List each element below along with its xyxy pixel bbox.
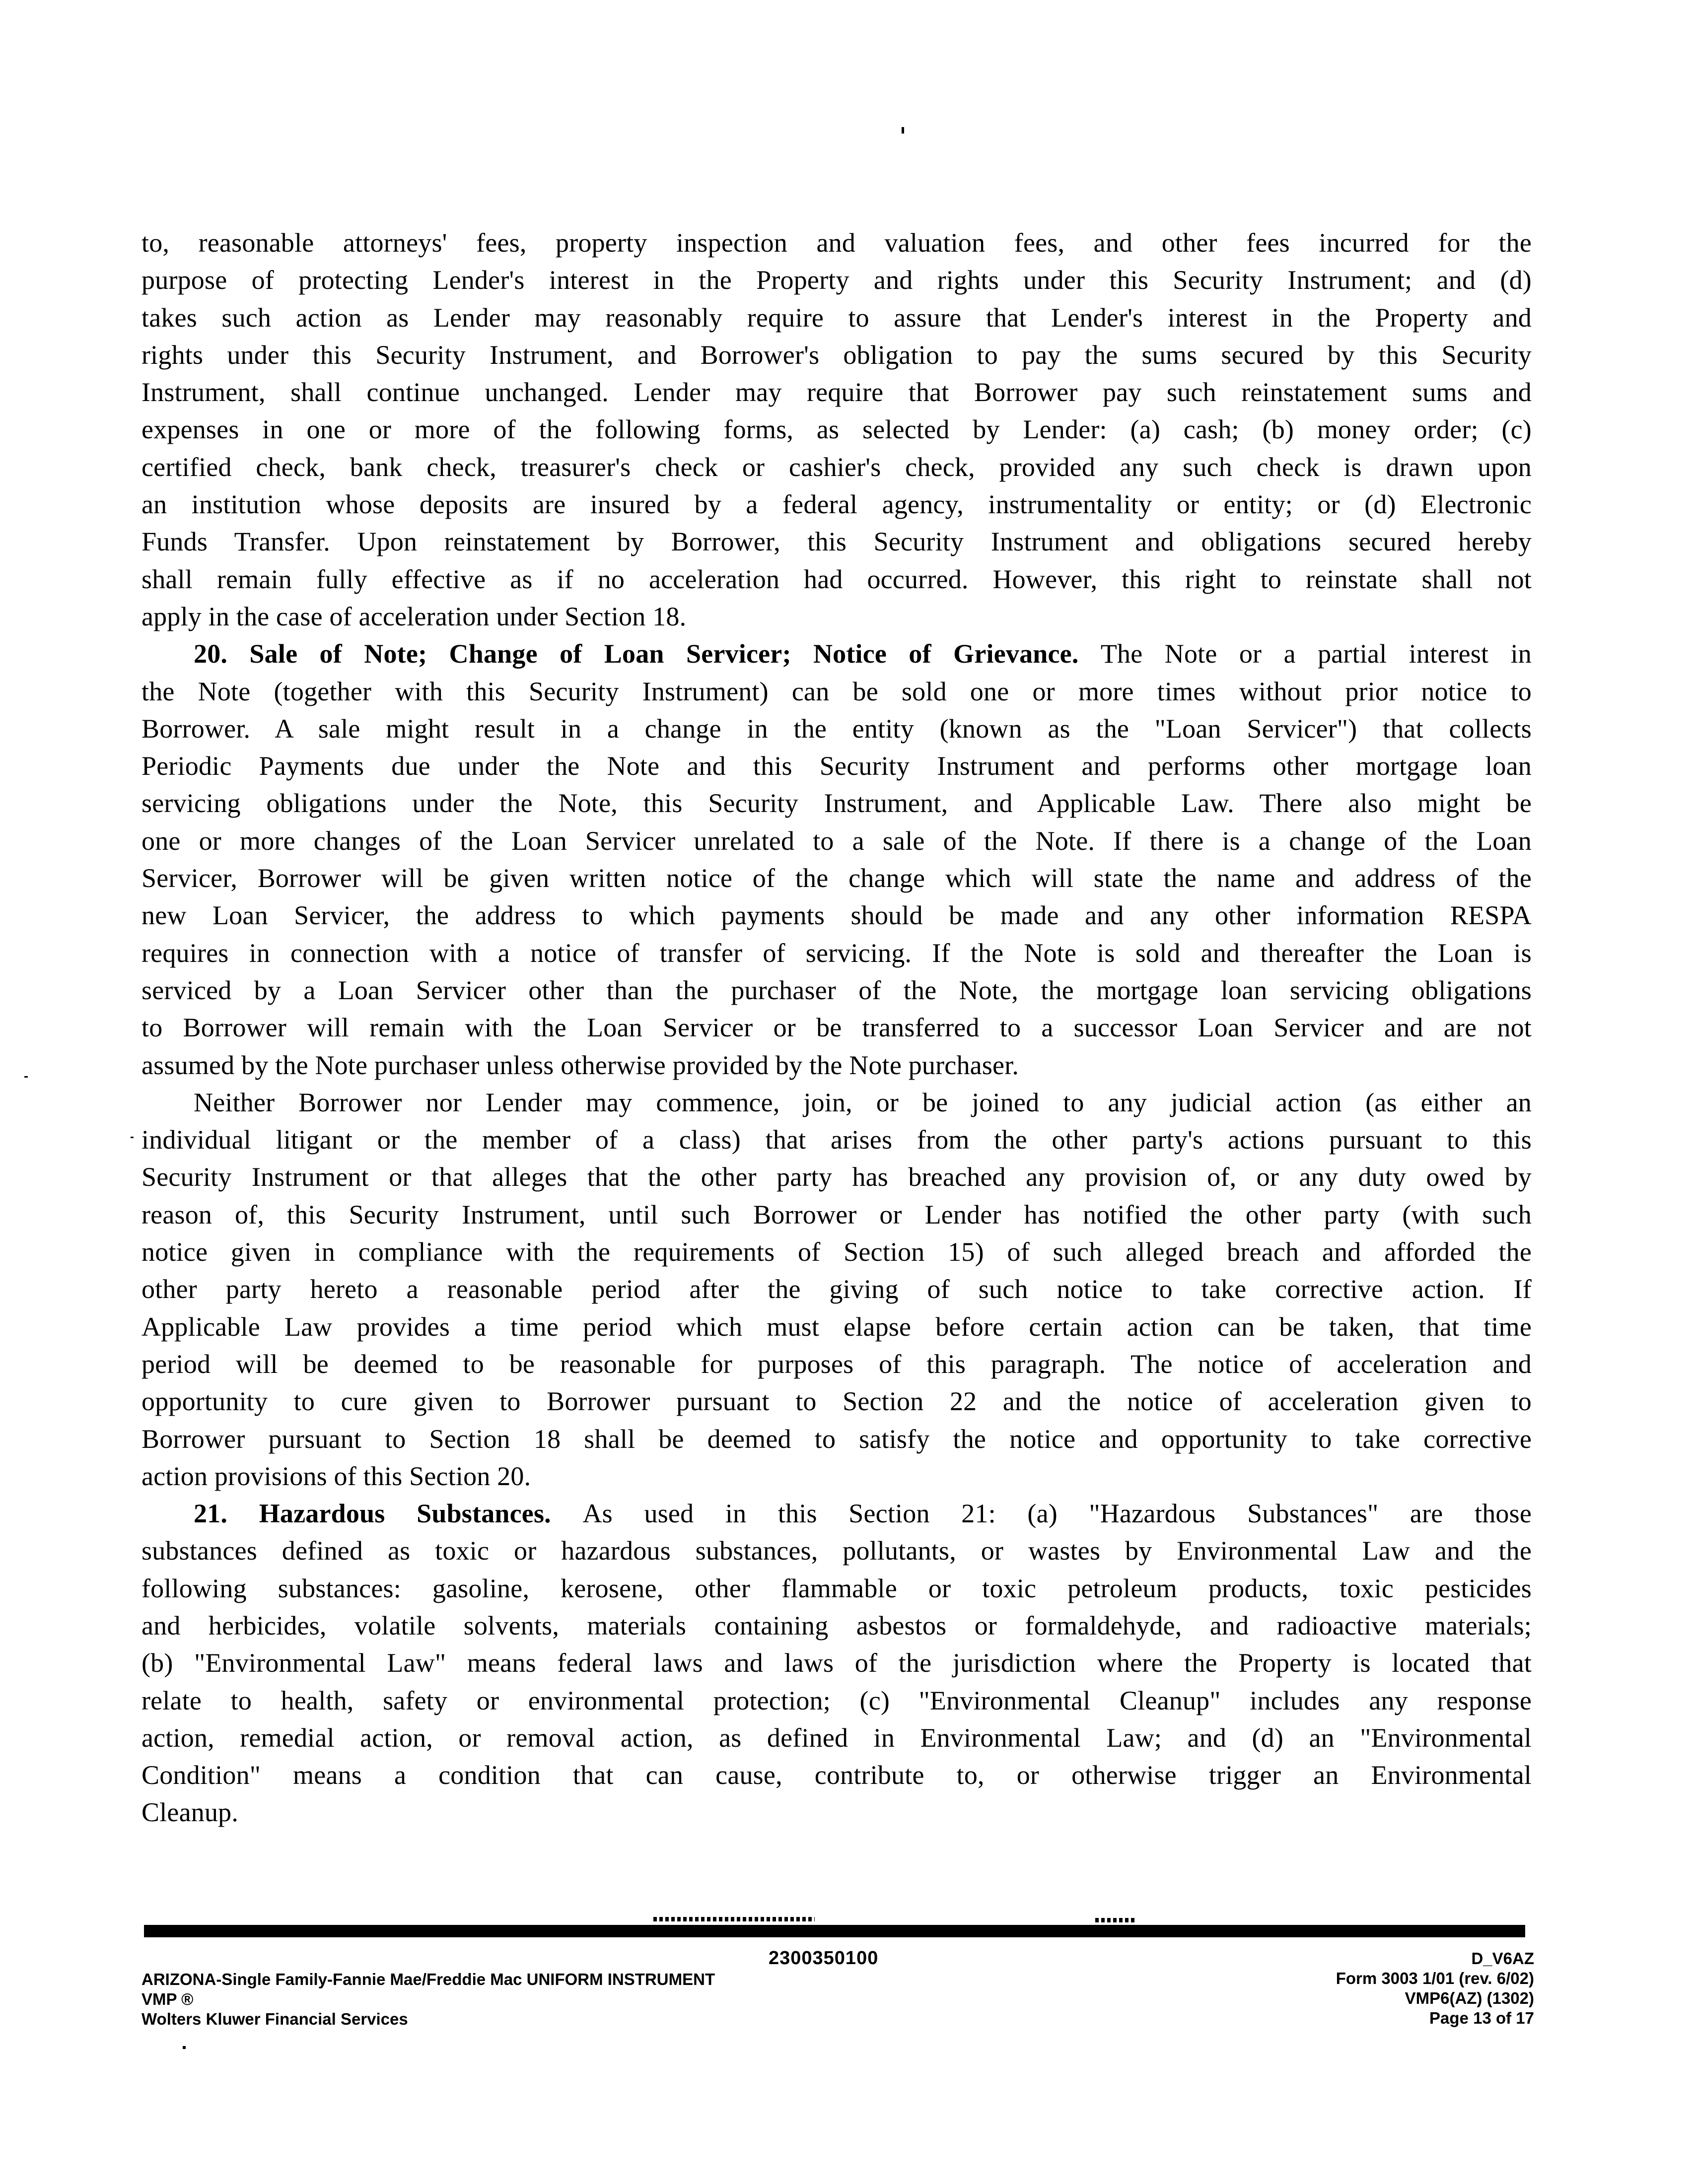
text-line: Borrower. A sale might result in a change in the entity (known as the "Loan Servicer") that collects [141, 713, 1532, 744]
text-line: Funds Transfer. Upon reinstatement by Borrower, this Security Instrument and obligations secured hereby [141, 527, 1532, 557]
text-line: opportunity to cure given to Borrower pursuant to Section 22 and the notice of acceleration given to [141, 1386, 1532, 1417]
text-line: shall remain fully effective as if no acceleration had occurred. However, this right to reinstate shall not [141, 564, 1532, 594]
scan-artifact [902, 127, 904, 134]
footer-form-line: Form 3003 1/01 (rev. 6/02) [1336, 1969, 1534, 1987]
text-line: 21. Hazardous Substances. As used in this Section 21: (a) "Hazardous Substances" are those [194, 1499, 1532, 1529]
text-line: reason of, this Security Instrument, until such Borrower or Lender has notified the other party (with such [141, 1199, 1532, 1229]
text-line: (b) "Environmental Law" means federal laws and laws of the jurisdiction where the Property is located that [141, 1648, 1532, 1678]
footer-left-block [141, 1970, 715, 2029]
footer-vmp-line: VMP ® [141, 1990, 194, 2008]
text-line: Borrower pursuant to Section 18 shall be deemed to satisfy the notice and opportunity to take corrective [141, 1424, 1532, 1454]
scan-artifact [24, 1076, 28, 1078]
footer-page-line: Page 13 of 17 [1429, 2009, 1534, 2027]
footer-doc-code: D_V6AZ [1471, 1949, 1534, 1968]
text-line: to Borrower will remain with the Loan Servicer or be transferred to a successor Loan Servicer and are not [141, 1013, 1532, 1043]
text-line: serviced by a Loan Servicer other than the purchaser of the Note, the mortgage loan servicing obligations [141, 975, 1532, 1005]
text-line: takes such action as Lender may reasonably require to assure that Lender's interest in the Property and [141, 302, 1532, 333]
text-line: action provisions of this Section 20. [141, 1461, 531, 1491]
scan-smudge [653, 1917, 815, 1921]
text-line: Applicable Law provides a time period which must elapse before certain action can be taken, that time [141, 1311, 1532, 1342]
text-line: an institution whose deposits are insured by a federal agency, instrumentality or entity; or (d) Electronic [141, 489, 1532, 520]
loan-number: 2300350100 [769, 1948, 879, 1969]
text-line: relate to health, safety or environmental protection; (c) "Environmental Cleanup" includes any response [141, 1685, 1532, 1715]
text-line: following substances: gasoline, kerosene, other flammable or toxic petroleum products, toxic pesticides [141, 1573, 1532, 1603]
text-line: servicing obligations under the Note, this Security Instrument, and Applicable Law. There also might be [141, 788, 1532, 819]
document-body [141, 224, 1532, 1832]
text-line: purpose of protecting Lender's interest in the Property and rights under this Security Instrument; and (d) [141, 265, 1532, 295]
text-line: Periodic Payments due under the Note and this Security Instrument and performs other mortgage loan [141, 751, 1532, 781]
text-line: other party hereto a reasonable period after the giving of such notice to take corrective action. If [141, 1274, 1532, 1304]
text-line: Servicer, Borrower will be given written notice of the change which will state the name and address of the [141, 863, 1532, 893]
text-line: to, reasonable attorneys' fees, property inspection and valuation fees, and other fees incurred for the [141, 228, 1532, 258]
text-line: Cleanup. [141, 1797, 239, 1828]
text-line: notice given in compliance with the requirements of Section 15) of such alleged breach and afforded the [141, 1237, 1532, 1267]
text-line: individual litigant or the member of a class) that arises from the other party's actions pursuant to this [141, 1125, 1532, 1155]
section-heading: 21. Hazardous Substances. [194, 1499, 583, 1529]
text-line: action, remedial action, or removal action, as defined in Environmental Law; and (d) an "Environmental [141, 1722, 1532, 1753]
text-line: period will be deemed to be reasonable for purposes of this paragraph. The notice of acceleration and [141, 1349, 1532, 1379]
text-line: Security Instrument or that alleges that the other party has breached any provision of, or any duty owed by [141, 1162, 1532, 1192]
text-line: substances defined as toxic or hazardous substances, pollutants, or wastes by Environmental Law and the [141, 1536, 1532, 1566]
text-line: apply in the case of acceleration under Section 18. [141, 601, 687, 631]
footer-instrument-line: ARIZONA-Single Family-Fannie Mae/Freddie Mac UNIFORM INSTRUMENT [141, 1970, 715, 1988]
text-line: 20. Sale of Note; Change of Loan Servicer; Notice of Grievance. The Note or a partial interest in [194, 639, 1532, 669]
text-line: requires in connection with a notice of transfer of servicing. If the Note is sold and thereafter the Loan is [141, 938, 1532, 968]
text-line: and herbicides, volatile solvents, materials containing asbestos or formaldehyde, and radioactive materials; [141, 1610, 1532, 1640]
footer-wolters-line: Wolters Kluwer Financial Services [141, 2010, 408, 2028]
separator-bar [144, 1925, 1525, 1937]
footer-right-block [1336, 1949, 1534, 2028]
text-line: Condition" means a condition that can cause, contribute to, or otherwise trigger an Environmental [141, 1760, 1532, 1790]
text-line: the Note (together with this Security Instrument) can be sold one or more times without prior notice to [141, 676, 1532, 706]
text-line: one or more changes of the Loan Servicer unrelated to a sale of the Note. If there is a change of the Loan [141, 825, 1532, 856]
text-line: expenses in one or more of the following forms, as selected by Lender: (a) cash; (b) money order; (c) [141, 414, 1532, 445]
footer-vmp-form-line: VMP6(AZ) (1302) [1405, 1989, 1534, 2007]
section-heading: 20. Sale of Note; Change of Loan Servicer; Notice of Grievance. [194, 639, 1101, 669]
text-line: certified check, bank check, treasurer's check or cashier's check, provided any such check is drawn upon [141, 452, 1532, 482]
text-line: Instrument, shall continue unchanged. Lender may require that Borrower pay such reinstatement sums and [141, 377, 1532, 408]
scan-artifact [131, 1137, 134, 1138]
text-line: rights under this Security Instrument, and Borrower's obligation to pay the sums secured by this Security [141, 340, 1532, 370]
text-line: Neither Borrower nor Lender may commence, join, or be joined to any judicial action (as either an [194, 1087, 1532, 1117]
text-line: new Loan Servicer, the address to which payments should be made and any other information RESPA [141, 900, 1532, 931]
scan-artifact [183, 2046, 186, 2049]
text-line: assumed by the Note purchaser unless otherwise provided by the Note purchaser. [141, 1050, 1019, 1080]
scan-smudge [1095, 1918, 1135, 1922]
